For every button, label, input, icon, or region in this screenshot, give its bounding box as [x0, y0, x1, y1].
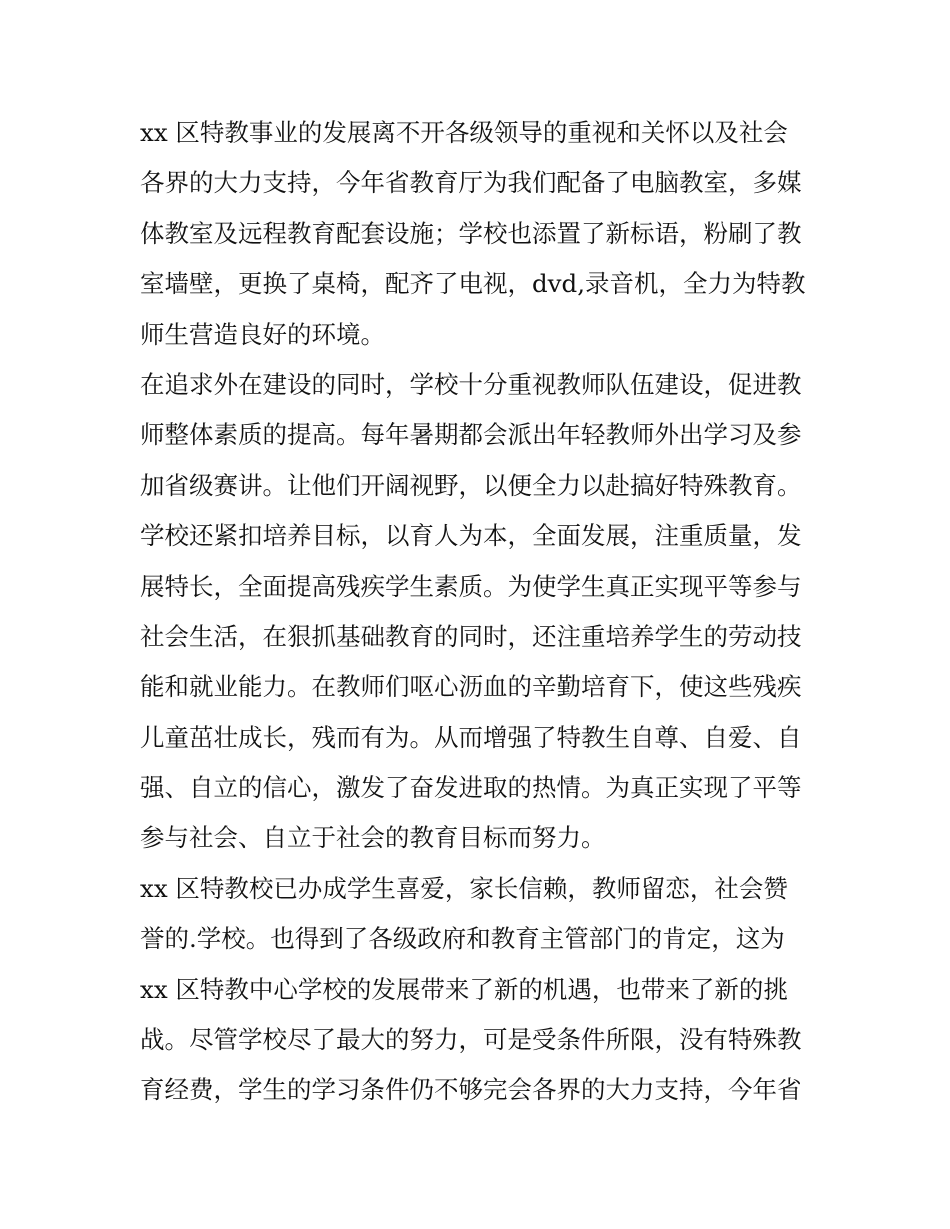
text-line: 参与社会、自立于社会的教育目标而努力。 — [140, 823, 606, 853]
text-line: 战。尽管学校尽了最大的努力，可是受条件所限，没有特殊教 — [140, 1025, 802, 1055]
text-line: xx 区特教中心学校的发展带来了新的机遇，也带来了新的挑 — [140, 974, 788, 1004]
text-line: 师整体素质的提高。每年暑期都会派出年轻教师外出学习及参 — [140, 420, 802, 450]
text-line: 能和就业能力。在教师们呕心沥血的辛勤培育下，使这些残疾 — [140, 672, 802, 702]
text-line: 师生营造良好的环境。 — [140, 319, 385, 349]
text-line: 室墙壁，更换了桌椅，配齐了电视，dvd,录音机，全力为特教 — [140, 269, 806, 299]
text-line: 强、自立的信心，激发了奋发进取的热情。为真正实现了平等 — [140, 773, 802, 803]
paragraph-3 — [140, 511, 820, 864]
text-line: 各界的大力支持，今年省教育厅为我们配备了电脑教室，多媒 — [140, 168, 802, 198]
text-line: 誉的.学校。也得到了各级政府和教育主管部门的肯定，这为 — [140, 924, 785, 954]
paragraph-2 — [140, 360, 820, 511]
text-line: 体教室及远程教育配套设施；学校也添置了新标语，粉刷了教 — [140, 218, 802, 248]
paragraph-4 — [140, 864, 820, 1116]
text-line: 儿童茁壮成长，残而有为。从而增强了特教生自尊、自爱、自 — [140, 722, 802, 752]
paragraph-1 — [140, 108, 820, 360]
text-line: 社会生活，在狠抓基础教育的同时，还注重培养学生的劳动技 — [140, 621, 802, 651]
text-line: xx 区特教校已办成学生喜爱，家长信赖，教师留恋，社会赞 — [140, 873, 788, 903]
text-line: xx 区特教事业的发展离不开各级领导的重视和关怀以及社会 — [140, 118, 788, 147]
text-line: 展特长，全面提高残疾学生素质。为使学生真正实现平等参与 — [140, 571, 802, 601]
text-line: 加省级赛讲。让他们开阔视野，以便全力以赴搞好特殊教育。 — [140, 470, 802, 500]
text-line: 在追求外在建设的同时，学校十分重视教师队伍建设，促进教 — [140, 369, 802, 399]
text-line: 育经费，学生的学习条件仍不够完会各界的大力支持，今年省 — [140, 1075, 802, 1105]
text-line: 学校还紧扣培养目标，以育人为本，全面发展，注重质量，发 — [140, 521, 802, 551]
document-body — [140, 108, 820, 1116]
